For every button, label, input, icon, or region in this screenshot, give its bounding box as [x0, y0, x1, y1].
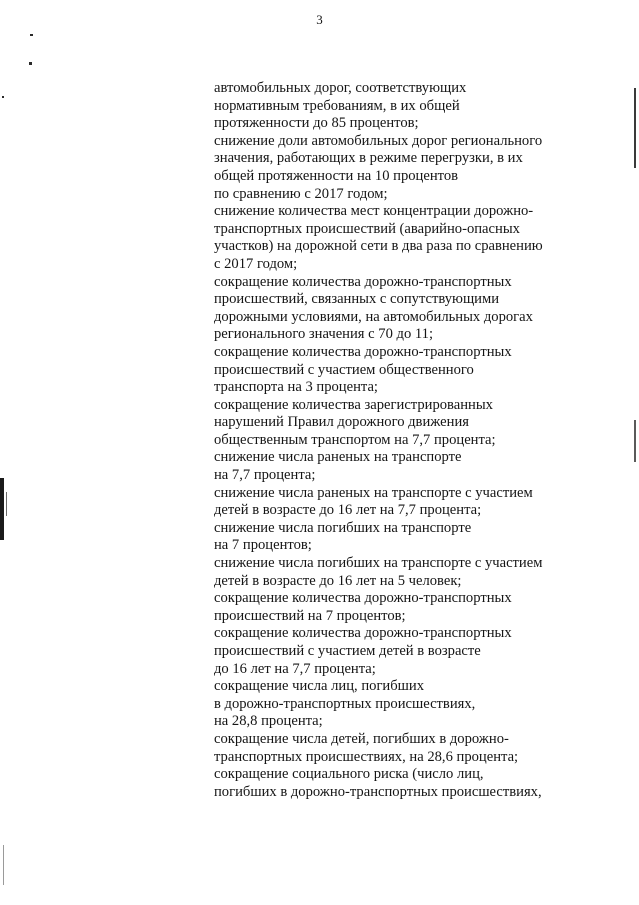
text-line: на 7 процентов;: [214, 537, 312, 554]
document-body: [214, 80, 574, 801]
text-line: снижение доли автомобильных дорог регионального: [214, 132, 543, 149]
text-line: происшествий с участием детей в возрасте: [214, 643, 481, 659]
text-line: сокращение числа лиц, погибших: [214, 678, 425, 695]
text-line: значения, работающих в режиме перегрузки, в их: [214, 150, 523, 167]
scan-artifact-right-edge: [634, 88, 636, 168]
scan-artifact-right-edge: [634, 420, 636, 462]
page-number: 3: [316, 12, 323, 27]
text-line: транспортных происшествий (аварийно-опасных: [214, 220, 520, 237]
text-line: происшествий на 7 процентов;: [214, 607, 406, 624]
text-line: происшествий с участием общественного: [214, 361, 474, 378]
scan-artifact-left-edge: [3, 845, 4, 885]
text-line: сокращение количества дорожно-транспортных: [214, 273, 512, 290]
text-line: по сравнению с 2017 годом;: [214, 185, 388, 202]
text-line: нарушений Правил дорожного движения: [214, 414, 469, 431]
text-line: участков) на дорожной сети в два раза по сравнению: [214, 238, 543, 255]
text-line: с 2017 годом;: [214, 255, 298, 272]
text-line: детей в возрасте до 16 лет на 7,7 процента;: [214, 502, 482, 519]
text-line: сокращение количества дорожно-транспортных: [214, 625, 512, 642]
text-line: снижение числа погибших на транспорте: [214, 519, 472, 536]
text-line: сокращение количества дорожно-транспортных: [214, 590, 512, 607]
text-line: сокращение числа детей, погибших в дорожно-: [214, 730, 509, 747]
text-line: происшествий, связанных с сопутствующими: [214, 291, 500, 308]
text-line: снижение количества мест концентрации дорожно-: [214, 203, 534, 220]
text-line: сокращение количества зарегистрированных: [214, 396, 493, 413]
text-line: в дорожно-транспортных происшествиях,: [214, 695, 476, 712]
text-line: сокращение количества дорожно-транспортных: [214, 343, 512, 360]
text-line: снижение числа раненых на транспорте с участием: [214, 484, 533, 501]
text-line: погибших в дорожно-транспортных происшествиях,: [214, 783, 542, 800]
text-line: общественным транспортом на 7,7 процента;: [214, 431, 496, 448]
text-line: общей протяженности на 10 процентов: [214, 167, 459, 184]
text-line: транспортных происшествиях, на 28,6 процента;: [214, 748, 519, 765]
text-line: на 28,8 процента;: [214, 713, 323, 730]
text-line: детей в возрасте до 16 лет на 5 человек;: [214, 572, 462, 589]
text-line: снижение числа раненых на транспорте: [214, 449, 462, 466]
text-line: протяженности до 85 процентов;: [214, 115, 419, 132]
text-line: снижение числа погибших на транспорте с участием: [214, 555, 543, 572]
text-line: дорожными условиями, на автомобильных дорогах: [214, 308, 533, 325]
text-line: регионального значения с 70 до 11;: [214, 326, 434, 343]
scan-artifact-left-bar: [0, 478, 4, 540]
scan-artifact-dot: [29, 62, 32, 65]
scan-artifact-left-dash: [6, 492, 7, 516]
text-line: до 16 лет на 7,7 процента;: [214, 660, 376, 677]
text-line: автомобильных дорог, соответствующих: [214, 80, 467, 96]
text-line: сокращение социального риска (число лиц,: [214, 766, 484, 783]
text-line: нормативным требованиям, в их общей: [214, 97, 460, 114]
scan-artifact-dot: [30, 34, 33, 36]
text-line: транспорта на 3 процента;: [214, 379, 378, 396]
scan-artifact-dot: [2, 96, 4, 98]
text-line: на 7,7 процента;: [214, 467, 316, 484]
